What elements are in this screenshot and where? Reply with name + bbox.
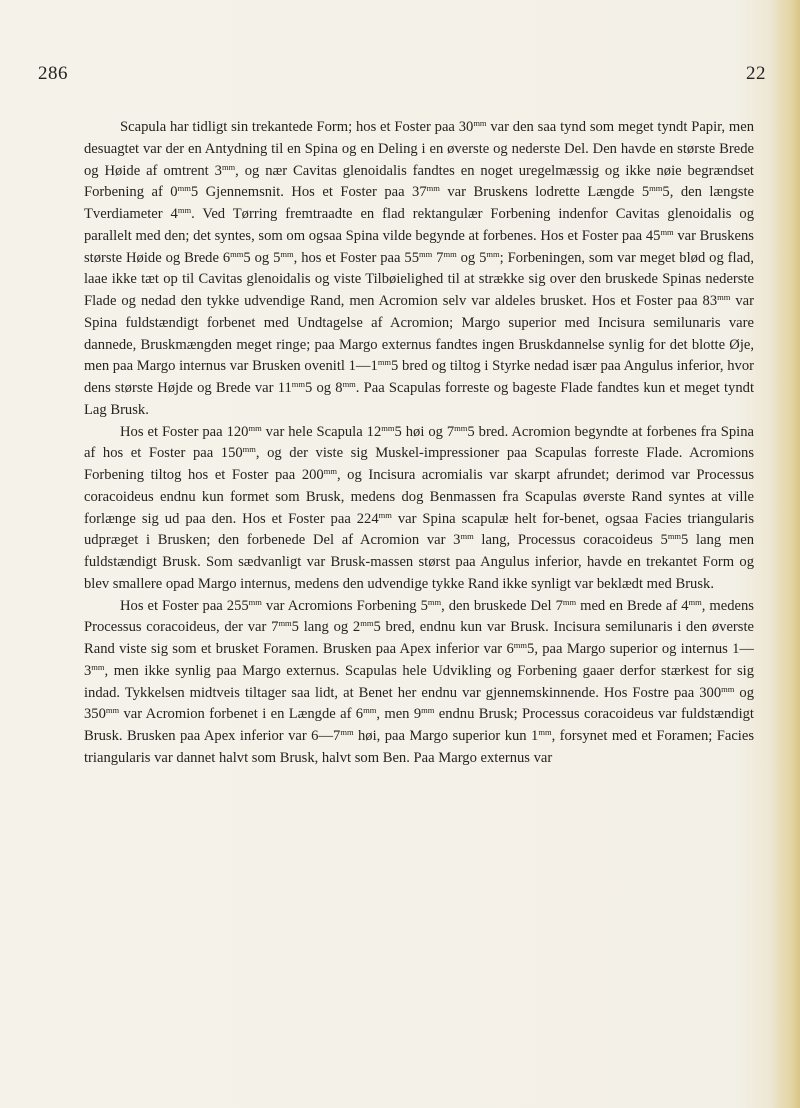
unit-superscript: mm [473,118,487,128]
unit-superscript: mm [443,248,457,259]
unit-superscript: mm [105,705,120,716]
unit-superscript: mm [360,618,374,629]
unit-superscript: mm [513,640,528,650]
unit-superscript: mm [378,509,392,520]
unit-superscript: mm [221,161,236,172]
body-text [84,117,754,770]
unit-superscript: mm [460,531,474,542]
unit-superscript: mm [230,248,244,259]
unit-superscript: mm [291,379,305,389]
unit-superscript: mm [421,705,435,716]
page-header [38,62,766,86]
unit-superscript: mm [340,727,354,737]
unit-superscript: mm [717,292,731,302]
page-number: 286 [38,63,68,84]
unit-superscript: mm [342,379,356,389]
unit-superscript: mm [177,183,191,194]
paragraph-2: Hos et Foster paa $120^{mm}$ var hele Scapula $12^{mm}5$ høi og $7^{mm}5$ bred. Acromion begyndte at forbenes fra Spina af hos et Foster paa $150^{mm}$, og der viste sig Muskel-impressioner paa Scapulas forreste Flade. Acromions Forbening tiltog hos et Foster paa $200^{mm}$, og Incisura acromialis var skarpt afrundet; derimod var Processus coracoideus endnu kun formet som Brusk, medens dog Benmassen fra Scapulas øverste Rand syntes at ville forlænge sig ud paa den. Hos et Foster paa $224^{mm}$ var Spina scapulæ helt for-benet, ogsaa Facies triangularis udpræget i Brusken; den forbenede Del af Acromion var $3^{mm}$ lang, Processus coracoideus $5^{mm}5$ lang men fuldstændigt Brusk. Som sædvanligt var Brusk-massen størst paa Angulus inferior, havde en trekantet Form og blev smallere opad Margo internus, medens den udvendige tykke Rand ikke synligt var beklædt med Brusk. [84,422,755,592]
unit-superscript: mm [538,727,552,737]
unit-superscript: mm [486,248,500,259]
unit-superscript: mm [721,683,735,694]
unit-superscript: mm [377,357,392,368]
unit-superscript: mm [454,422,468,433]
unit-superscript: mm [688,596,702,607]
unit-superscript: mm [242,444,256,455]
unit-superscript: mm [280,248,294,259]
paragraph-1: Scapula har tidligt sin trekantede Form; hos et Foster paa $30^{mm}$ var den saa tynd som meget tyndt Papir, men desuagtet var der en Antydning til en Spina og en Deling i en øverste og nederste Del. Den havde en største Brede og Høide af omtrent $3^{mm}$, og nær Cavitas glenoidalis fandtes en noget uregelmæssig og ikke nøie begrændset Forbening af $0^{mm}5$ Gjennemsnit. Hos et Foster paa $37^{mm}$ var Bruskens lodrette Længde $5^{mm}5$, den længste Tverdiameter $4^{mm}$. Ved Tørring fremtraadte en flad rektangulær Forbening indenfor Cavitas glenoidalis og parallelt med den; det syntes, som om ogsaa Spina vilde begynde at forbenes. Hos et Foster paa $45^{mm}$ var Bruskens største Høide og Brede $6^{mm}5$ og $5^{mm}$, hos et Foster paa $55^{mm}$ $7^{mm}$ og $5^{mm}$; Forbeningen, som var meget blød og flad, laae ikke tæt op til Cavitas glenoidalis og viste Tilbøielighed til at strække sig over den bruskede Spinas nederste Flade og nedad den tykke udvendige Rand, men Acromion selv var aldeles brusket. Hos et Foster paa $83^{mm}$ var Spina fuldstændigt forbenet med Undtagelse af Acromion; Margo superior med Incisura semilunaris vare dannede, Bruskmængden meget ringe; paa Margo externus fandtes ingen Bruskdannelse synlig for det blotte Øje, men paa Margo internus var Brusken ovenitl $1—1^{mm}5$ bred og tiltog i Styrke nedad især paa Angulus inferior, hvor dens største Højde og Brede var $11^{mm}5$ og $8^{mm}$. Paa Scapulas forreste og bageste Flade fandtes kun et meget tyndt Lag Brusk. [84,118,755,418]
unit-superscript: mm [248,596,262,607]
unit-superscript: mm [91,661,105,672]
paragraph-3: Hos et Foster paa $255^{mm}$ var Acromions Forbening $5^{mm}$, den bruskede Del $7^{mm}$ med en Brede af $4^{mm}$, medens Processus coracoideus, der var $7^{mm}5$ lang og $2^{mm}5$ bred, endnu kun var Brusk. Incisura semilunaris i den øverste Rand viste sig som et brusket Foramen. Brusken paa Apex inferior var $6^{mm}5$, paa Margo superior og internus $1—3^{mm}$, men ikke synlig paa Margo externus. Scapulas hele Udvikling og Forbening gaaer derfor stærkest for sig indad. Tykkelsen midtveis tiltager saa lidt, at Benet her endnu var gjennemskinnende. Hos Fostre paa $300^{mm}$ og $350^{mm}$ var Acromion forbenet i en Længde af $6^{mm}$, men $9^{mm}$ endnu Brusk; Processus coracoideus var fuldstændigt Brusk. Brusken paa Apex inferior var $6—7^{mm}$ høi, paa Margo superior kun $1^{mm}$, forsynet med et Foramen; Facies triangularis var dannet halvt som Brusk, halvt som Ben. Paa Margo externus var [84,596,755,766]
unit-superscript: mm [562,596,577,607]
unit-superscript: mm [660,226,674,237]
unit-superscript: mm [323,466,337,476]
page-edge-stain [770,0,800,1108]
unit-superscript: mm [426,183,440,194]
unit-superscript: mm [667,531,682,542]
unit-superscript: mm [177,205,192,215]
unit-superscript: mm [419,248,433,259]
unit-superscript: mm [248,422,262,433]
unit-superscript: mm [363,705,377,716]
signature-number: 22 [746,63,766,84]
unit-superscript: mm [649,183,663,194]
unit-superscript: mm [381,422,395,433]
unit-superscript: mm [427,596,442,607]
unit-superscript: mm [278,618,292,629]
